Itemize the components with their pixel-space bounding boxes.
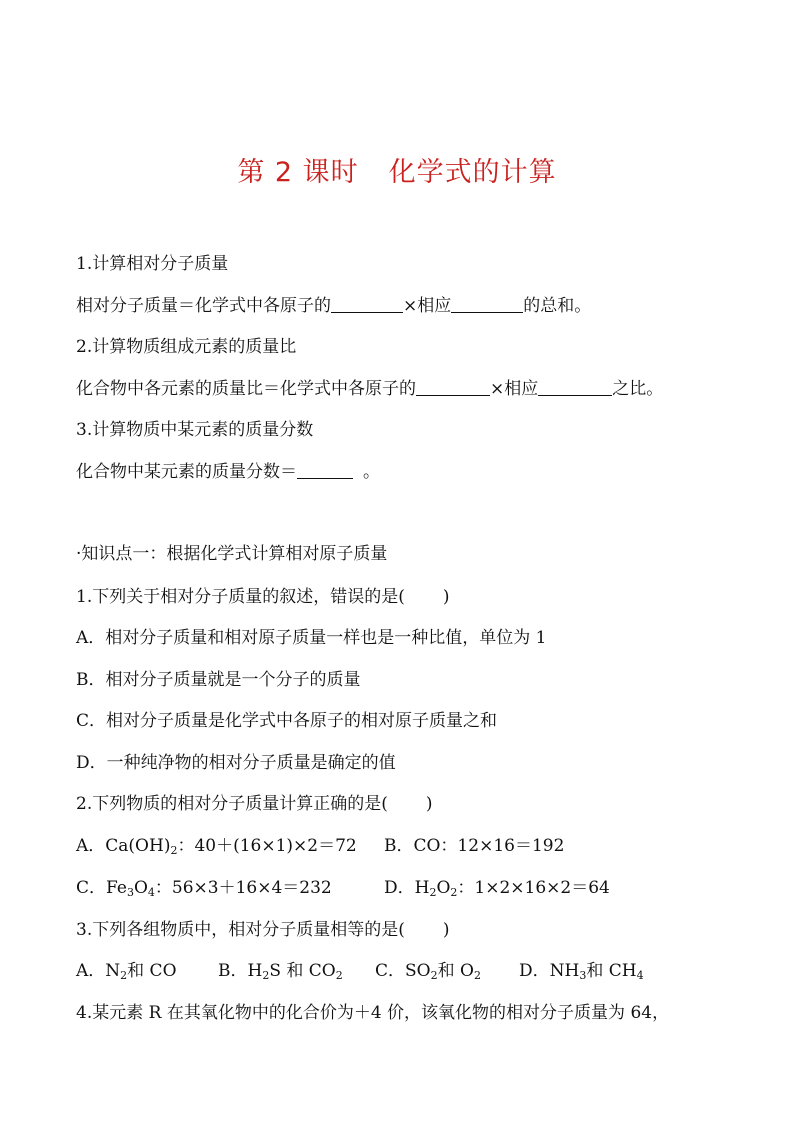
- intro-line-2: 化合物中各元素的质量比＝化学式中各原子的 ×相应 之比。: [76, 379, 664, 399]
- q3-option-b[interactable]: B．$H_2S$ 和 $CO_2$: [218, 961, 343, 982]
- fill-blank[interactable]: [331, 296, 403, 313]
- q3-option-a[interactable]: A．$N_2$和 CO: [76, 961, 177, 982]
- q2-option-c[interactable]: C．$Fe_3O_4$：56×3＋16×4＝232: [76, 878, 332, 899]
- fill-blank[interactable]: [538, 379, 612, 396]
- question-3-stem: 3.下列各组物质中，相对分子质量相等的是( ): [76, 920, 450, 940]
- q2-options-row-1: [76, 834, 564, 858]
- q1-option-d[interactable]: D．一种纯净物的相对分子质量是确定的值: [76, 753, 396, 773]
- section-heading: ·知识点一：根据化学式计算相对原子质量: [76, 544, 388, 564]
- q1-option-c[interactable]: C．相对分子质量是化学式中各原子的相对原子质量之和: [76, 711, 498, 731]
- intro-heading-3: 3.计算物质中某元素的质量分数: [76, 420, 314, 440]
- q3-option-c[interactable]: C．$SO_2$和 $O_2$: [375, 961, 481, 982]
- question-1-stem: 1.下列关于相对分子质量的叙述，错误的是( ): [76, 587, 450, 607]
- question-4-stem: 4.某元素 R 在其氧化物中的化合价为＋4 价，该氧化物的相对分子质量为 64，: [76, 1003, 670, 1023]
- q3-options-row: [76, 959, 644, 983]
- lesson-label: 第 2 课时: [237, 157, 359, 188]
- q1-option-a[interactable]: A．相对分子质量和相对原子质量一样也是一种比值，单位为 1: [76, 628, 547, 648]
- fill-blank[interactable]: [451, 296, 523, 313]
- intro-line-3: 化合物中某元素的质量分数＝ 。: [76, 462, 380, 482]
- fill-blank[interactable]: [297, 462, 353, 479]
- q2-option-d[interactable]: D．$H_2O_2$：1×2×16×2＝64: [384, 878, 610, 899]
- q3-option-d[interactable]: D．$NH_3$和 $CH_4$: [519, 961, 644, 982]
- fill-blank[interactable]: [416, 379, 490, 396]
- q2-option-a[interactable]: A．$Ca(OH)_2$：40＋(16×1)×2＝72: [76, 836, 357, 857]
- q2-options-row-2: [76, 876, 610, 900]
- q1-option-b[interactable]: B．相对分子质量就是一个分子的质量: [76, 670, 361, 690]
- question-2-stem: 2.下列物质的相对分子质量计算正确的是( ): [76, 794, 433, 814]
- intro-heading-1: 1.计算相对分子质量: [76, 254, 229, 274]
- intro-line-1: 相对分子质量＝化学式中各原子的 ×相应 的总和。: [76, 296, 592, 316]
- q2-option-b[interactable]: B．CO：12×16＝192: [384, 836, 565, 856]
- page-title: [0, 150, 794, 189]
- intro-heading-2: 2.计算物质组成元素的质量比: [76, 337, 297, 357]
- lesson-topic: 化学式的计算: [388, 157, 557, 188]
